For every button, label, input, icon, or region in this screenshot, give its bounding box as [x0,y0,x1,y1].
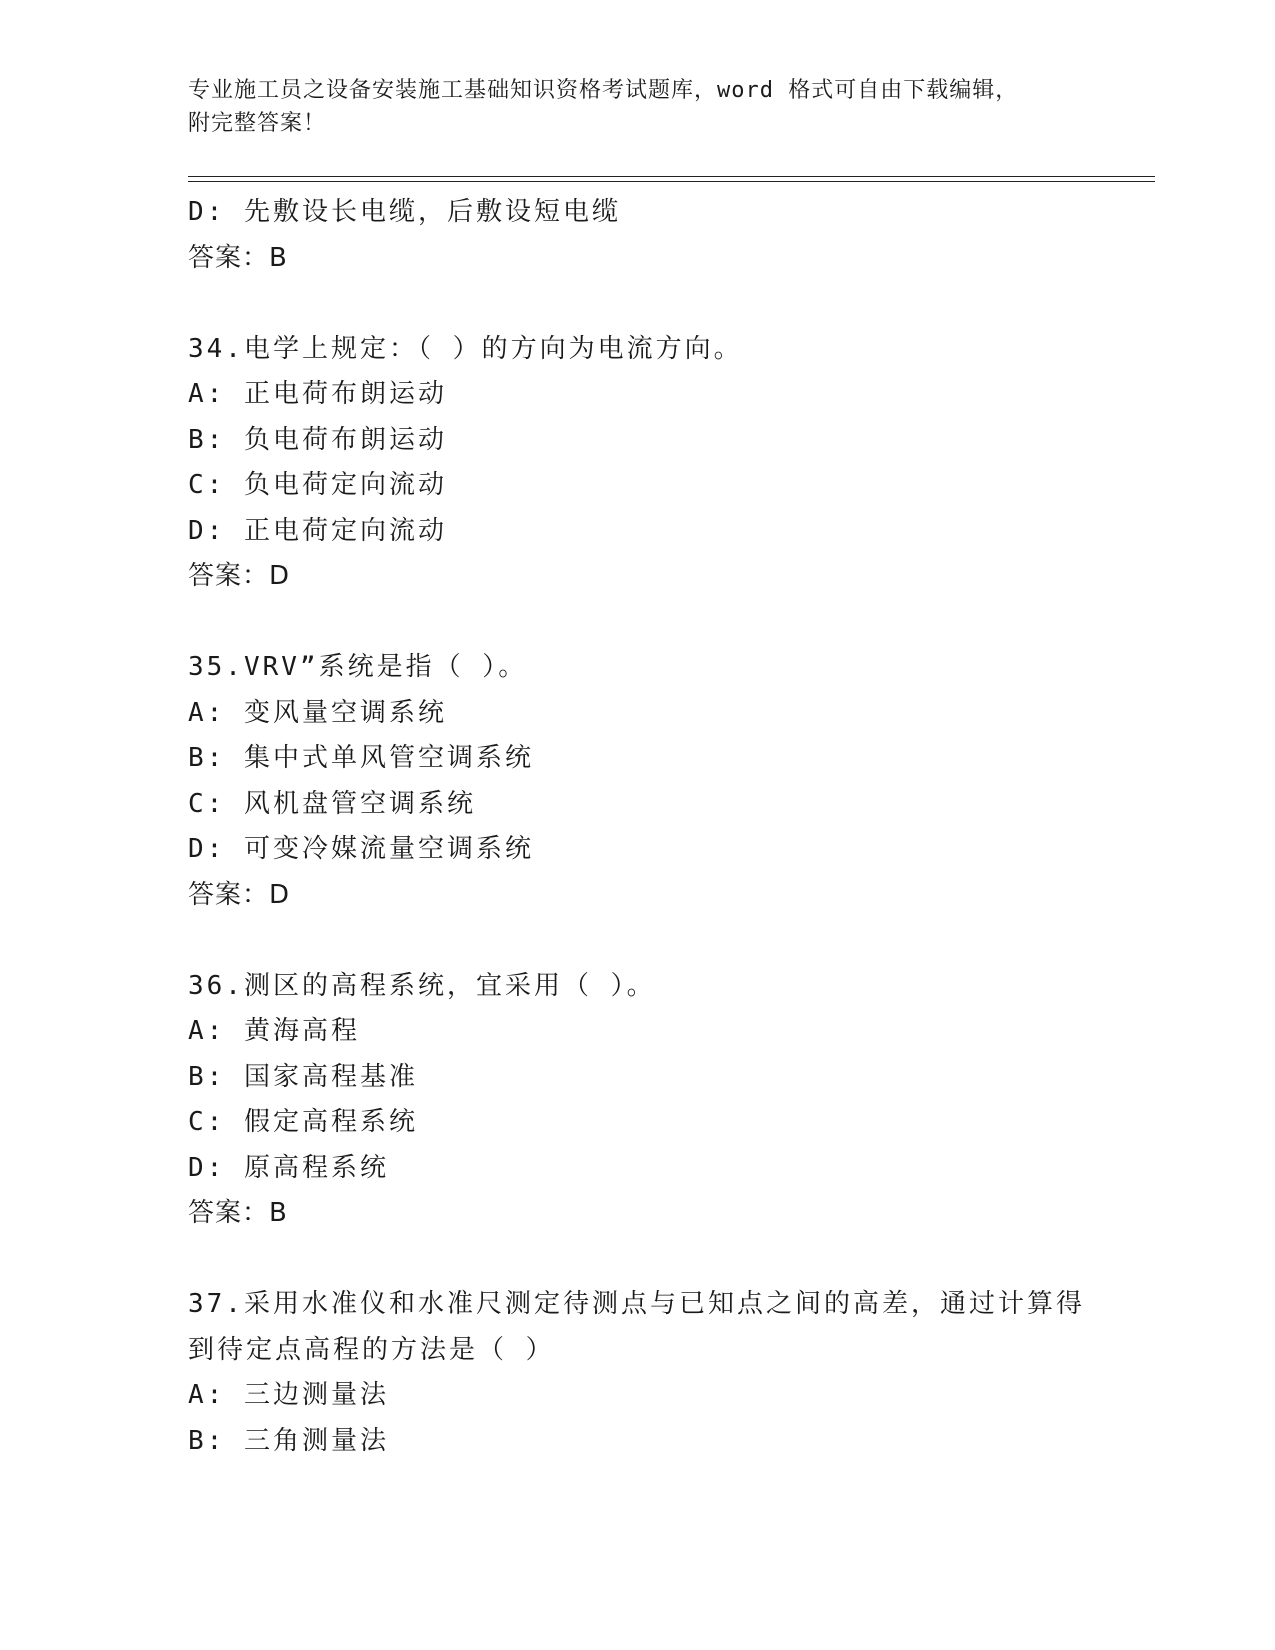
question-35 [188,645,1148,918]
option-b: B: 国家高程基准 [188,1061,418,1092]
answer-line: 答案：B [188,242,288,273]
header-line-2: 附完整答案！ [188,111,327,136]
header-line-1: 专业施工员之设备安装施工基础知识资格考试题库，word 格式可自由下载编辑， [188,78,1019,103]
answer-line: 答案：D [188,879,291,910]
question-title-line-1: 37.采用水准仪和水准尺测定待测点与已知点之间的高差，通过计算得 [188,1289,1085,1319]
carryover-question [188,190,1148,281]
question-36 [188,964,1148,1237]
option-d: D: 原高程系统 [188,1152,389,1183]
option-a: A: 黄海高程 [188,1016,360,1046]
question-34 [188,327,1148,600]
option-c: C: 风机盘管空调系统 [188,788,476,819]
option-b: B: 三角测量法 [188,1425,389,1456]
option-d: D: 可变冷媒流量空调系统 [188,834,534,864]
answer-line: 答案：D [188,561,291,591]
question-list [188,190,1148,1464]
header-divider-bottom [188,181,1155,182]
question-title: 34.电学上规定：（ ）的方向为电流方向。 [188,333,743,364]
option-c: C: 假定高程系统 [188,1107,418,1137]
option-b: B: 集中式单风管空调系统 [188,743,534,773]
question-title: 35.VRV”系统是指（ ）。 [188,652,528,682]
question-title-line-2: 到待定点高程的方法是（ ） [188,1334,555,1365]
option-d: D: 先敷设长电缆，后敷设短电缆 [188,197,621,227]
option-b: B: 负电荷布朗运动 [188,424,447,455]
option-d: D: 正电荷定向流动 [188,515,447,546]
option-a: A: 变风量空调系统 [188,697,447,728]
option-a: A: 正电荷布朗运动 [188,379,447,409]
option-c: C: 负电荷定向流动 [188,470,447,500]
question-title: 36.测区的高程系统，宜采用（ ）。 [188,970,656,1001]
header-divider-top [188,176,1155,177]
answer-line: 答案：B [188,1198,288,1228]
question-37 [188,1282,1148,1464]
page-header [188,74,1068,140]
option-a: A: 三边测量法 [188,1380,389,1410]
